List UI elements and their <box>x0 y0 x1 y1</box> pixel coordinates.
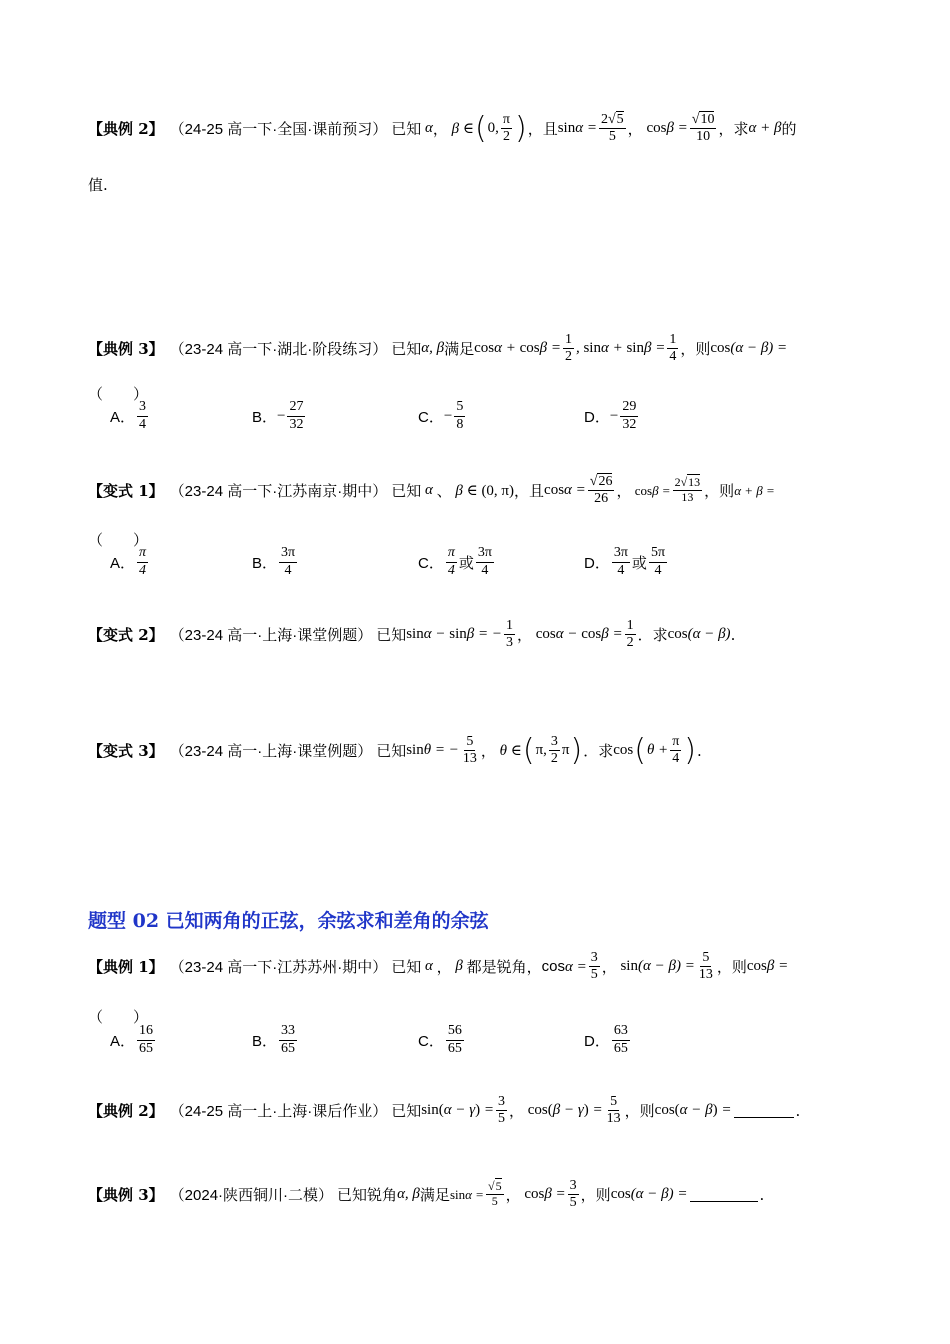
text: . <box>759 1185 765 1204</box>
math: sinθ = − <box>406 742 459 759</box>
text: 满足 <box>444 340 475 359</box>
math: α <box>421 120 433 137</box>
example-label: 【典例 2】 <box>88 1102 164 1121</box>
text: 已知锐角 <box>337 1186 398 1205</box>
math-fraction: $\frac{1}{2}$ <box>564 332 572 365</box>
math: 0, <box>487 120 499 137</box>
section-heading: 题型 02 已知两角的正弦，余弦求和差角的余弦 <box>88 910 489 932</box>
text: ．求 <box>583 742 614 761</box>
answer-paren: （ ） <box>88 1008 149 1026</box>
text: 或 <box>631 553 647 572</box>
variant-2-line <box>88 618 735 651</box>
math-paren: ) <box>684 732 696 768</box>
math-fraction: $\frac{3\pi}{4}$ <box>613 545 628 578</box>
text: . <box>696 741 702 760</box>
math: cosβ = <box>646 120 688 137</box>
text: 满足 <box>419 1186 450 1205</box>
math-fraction: $\frac{3}{4}$ <box>139 399 147 432</box>
math-paren: ( <box>634 732 646 768</box>
math: sin(α − γ) = <box>421 1102 494 1119</box>
option-letter: A． <box>110 408 136 426</box>
option-letter: B． <box>252 1032 278 1050</box>
example-1-line <box>88 950 788 983</box>
text: 已知 <box>391 1102 422 1121</box>
math-paren: ) <box>570 732 583 768</box>
option-b[interactable] <box>252 1023 299 1056</box>
math: cosα − cosβ = <box>535 626 623 643</box>
example-source: （23-24 高一·上海·课堂例题） <box>169 627 373 645</box>
text: ， <box>627 120 643 139</box>
option-c[interactable] <box>418 399 467 432</box>
math: sin(α − β) = <box>620 958 695 975</box>
math: α + β = <box>734 482 775 498</box>
text: ，则 <box>716 958 747 977</box>
text: . <box>730 625 736 644</box>
math-fraction: $\frac{\pi}{4}$ <box>447 545 455 578</box>
math-fraction: $\frac{16}{65}$ <box>139 1023 154 1056</box>
text: ，且 <box>514 482 545 501</box>
math-fraction: $\frac{3}{5}$ <box>498 1094 505 1127</box>
math-paren: ( <box>474 110 487 146</box>
example-label: 【变式 1】 <box>88 482 164 501</box>
math-fraction: $\frac{5}{8}$ <box>456 399 464 432</box>
math-sign: − <box>443 407 453 424</box>
math-fraction: $\frac{√10}{10}$ <box>691 112 715 145</box>
option-d[interactable] <box>584 545 669 578</box>
example-3b-line <box>88 1178 764 1211</box>
math-fraction: $\frac{2√13}{13}$ <box>674 475 701 505</box>
math-fraction: $\frac{5}{13}$ <box>462 734 477 767</box>
example-source: （23-24 高一·上海·课堂例题） <box>169 743 373 761</box>
text: 已知 <box>391 120 422 139</box>
math: cosα = <box>541 957 587 975</box>
example-label: 【典例 3】 <box>88 340 164 359</box>
math-paren: ( <box>522 732 535 768</box>
math: α <box>421 958 437 975</box>
option-c[interactable] <box>418 1023 466 1056</box>
text: 已知 <box>376 742 407 761</box>
option-letter: D． <box>584 1032 610 1050</box>
math-fraction: $\frac{1}{4}$ <box>669 332 677 365</box>
example-source: （24-25 高一上·上海·课后作业） <box>169 1103 388 1121</box>
option-letter: C． <box>418 1032 444 1050</box>
option-c[interactable] <box>418 545 496 578</box>
math: β ∈ (0, π) <box>451 483 515 500</box>
text: ，则 <box>704 482 735 501</box>
math: cos(α − β) <box>667 626 731 643</box>
text: ， <box>516 626 532 645</box>
text: 的 <box>781 120 797 139</box>
text: ，则 <box>624 1102 655 1121</box>
math: π <box>561 742 570 759</box>
option-letter: D． <box>584 408 610 426</box>
text: 或 <box>458 553 474 572</box>
text: 、 <box>436 482 452 501</box>
text: ， <box>480 742 496 761</box>
math-fraction: $\frac{5\pi}{4}$ <box>650 545 666 578</box>
answer-blank[interactable] <box>734 1103 794 1118</box>
text: ， <box>432 120 448 139</box>
math-fraction: $\frac{\pi}{4}$ <box>672 734 680 767</box>
math-fraction: $\frac{29}{32}$ <box>622 399 637 432</box>
example-2-line <box>88 112 796 145</box>
math: π, <box>535 742 547 759</box>
text: ，则 <box>580 1186 611 1205</box>
math: α, β <box>421 340 445 357</box>
math-fraction: $\frac{33}{65}$ <box>281 1023 296 1056</box>
math: α <box>421 482 437 499</box>
math-fraction: $\frac{√26}{26}$ <box>589 474 613 507</box>
math: cos(α − β) = <box>654 1102 732 1119</box>
option-letter: C． <box>418 554 444 572</box>
math: sinα − sinβ = − <box>406 626 502 643</box>
text: 值. <box>88 176 108 194</box>
math-sign: − <box>277 407 286 424</box>
answer-blank[interactable] <box>690 1187 758 1202</box>
text: 已知 <box>391 958 422 977</box>
math-fraction: $\frac{1}{2}$ <box>626 618 634 651</box>
math: cos(α − β) = <box>610 1186 688 1203</box>
math-fraction: $\frac{3\pi}{4}$ <box>477 545 492 578</box>
text: ，则 <box>680 340 711 359</box>
math-fraction: $\frac{63}{65}$ <box>613 1023 628 1056</box>
option-d[interactable] <box>584 1023 632 1056</box>
text: ．求 <box>637 626 668 645</box>
math: β <box>451 958 467 975</box>
option-letter: D． <box>584 554 610 572</box>
math-fraction: $\frac{5}{13}$ <box>606 1094 621 1127</box>
example-label: 【典例 1】 <box>88 958 164 977</box>
option-a[interactable] <box>110 1023 157 1056</box>
math: cosβ = <box>524 1186 566 1203</box>
math-fraction: $\frac{√5}{5}$ <box>487 1179 502 1209</box>
answer-paren: （ ） <box>88 531 149 549</box>
math-fraction: $\frac{1}{3}$ <box>505 618 513 651</box>
example-label: 【变式 2】 <box>88 626 164 645</box>
example-label: 【变式 3】 <box>88 742 164 761</box>
math: α + β <box>748 120 782 137</box>
text: 已知 <box>391 340 422 359</box>
math: cosβ = <box>746 958 789 975</box>
math: θ ∈ <box>495 743 522 760</box>
example-2b-line <box>88 1094 800 1127</box>
example-label: 【典例 2】 <box>88 120 164 139</box>
option-letter: B． <box>252 554 278 572</box>
text: ，求 <box>718 120 749 139</box>
option-b[interactable] <box>252 545 299 578</box>
math-paren: ) <box>514 110 527 146</box>
math: cos <box>613 742 634 759</box>
option-letter: B． <box>252 408 278 426</box>
math-fraction: $\frac{3}{5}$ <box>569 1178 577 1211</box>
math-fraction: $\frac{\pi}{4}$ <box>139 545 147 578</box>
math-fraction: $\frac{56}{65}$ <box>447 1023 462 1056</box>
math-fraction: $\frac{\pi}{2}$ <box>502 112 510 145</box>
math-fraction: $\frac{3\pi}{4}$ <box>281 545 296 578</box>
math-fraction: $\frac{3}{5}$ <box>590 950 598 983</box>
example-source: （24-25 高一下·全国·课前预习） <box>169 121 388 139</box>
math: β ∈ <box>447 121 474 138</box>
variant-1-line <box>88 474 775 507</box>
text: ， <box>505 1186 521 1205</box>
math: θ + <box>646 742 669 759</box>
option-a[interactable] <box>110 399 150 432</box>
option-a[interactable] <box>110 545 150 578</box>
math-fraction: $\frac{27}{32}$ <box>289 399 304 432</box>
example-source: （23-24 高一下·江苏南京·期中） <box>169 483 388 501</box>
example-source: （23-24 高一下·湖北·阶段练习） <box>169 341 388 359</box>
math-sign: − <box>609 407 619 424</box>
math-fraction: $\frac{3}{2}$ <box>550 734 558 767</box>
math: cosβ = <box>634 482 671 498</box>
option-b[interactable] <box>252 399 307 432</box>
math: cosα = <box>544 482 586 499</box>
option-d[interactable] <box>584 399 640 432</box>
option-letter: C． <box>418 408 444 426</box>
math: sinα = <box>557 120 597 137</box>
example-2-line-2 <box>88 174 108 195</box>
math: α, β <box>397 1186 420 1203</box>
math: sinα = <box>449 1186 484 1202</box>
text: ， <box>601 958 617 977</box>
math: cos(β − γ) = <box>527 1102 603 1119</box>
option-letter: A． <box>110 554 136 572</box>
text: 已知 <box>391 482 422 501</box>
example-label: 【典例 3】 <box>88 1186 164 1205</box>
math: cos(α − β) = <box>710 340 788 357</box>
text: ，且 <box>527 120 558 139</box>
example-3-line <box>88 332 787 365</box>
example-source: （2024·陕西铜川·二模） <box>169 1187 334 1205</box>
math: , sinα + sinβ = <box>575 340 666 357</box>
text: ， <box>616 482 632 501</box>
option-letter: A． <box>110 1032 136 1050</box>
text: 已知 <box>376 626 407 645</box>
example-source: （23-24 高一下·江苏苏州·期中） <box>169 959 388 977</box>
math-fraction: $\frac{5}{13}$ <box>698 950 713 983</box>
answer-paren: （ ） <box>88 385 149 403</box>
variant-3-line <box>88 734 702 767</box>
math: cosα + cosβ = <box>474 340 561 357</box>
text: ， <box>436 958 452 977</box>
text: 都是锐角， <box>466 958 542 977</box>
math-fraction: $\frac{2√5}{5}$ <box>600 112 624 145</box>
text: . <box>795 1101 801 1120</box>
text: ， <box>509 1102 525 1121</box>
